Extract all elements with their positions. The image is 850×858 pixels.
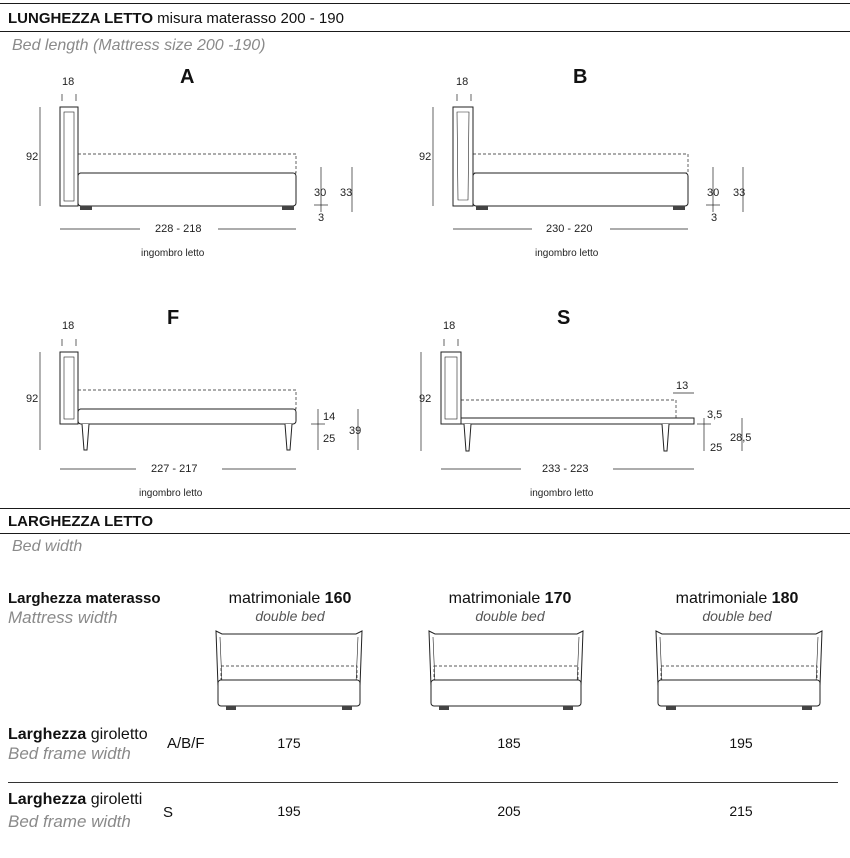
length-section-title: LUNGHEZZA LETTO misura materasso 200 - 190 [8, 10, 344, 27]
model-a-dim-3: 33 [340, 187, 353, 199]
column-header-180: matrimoniale 180 double bed [675, 590, 799, 624]
mattress-width-label-en: Mattress width [8, 608, 118, 627]
model-b-dim-3: 33 [733, 187, 746, 199]
model-s-dim-2: 25 [710, 442, 723, 454]
model-s-dim-3: 28,5 [730, 432, 752, 444]
model-s-letter: S [557, 307, 571, 329]
frame-width-label-abf-en: Bed frame width [8, 744, 131, 763]
model-f-letter: F [167, 307, 180, 329]
front-view-170 [429, 631, 583, 710]
model-b-height: 92 [419, 151, 432, 163]
model-f-dim-2: 25 [323, 433, 336, 445]
model-f-dim-1: 14 [323, 411, 336, 423]
front-view-180 [656, 631, 822, 710]
frame-width-abf-160: 175 [277, 735, 301, 751]
model-s-dim-1: 3,5 [707, 409, 723, 421]
bed-s-drawing [421, 339, 742, 469]
model-a-dim-2: 3 [318, 212, 325, 224]
model-s-headboard-thickness: 18 [443, 320, 456, 332]
frame-width-label-abf: Larghezza giroletto [8, 726, 148, 743]
model-f-height: 92 [26, 393, 39, 405]
model-a-length: 228 - 218 [155, 223, 202, 235]
model-b-letter: B [573, 66, 588, 88]
model-f-headboard-thickness: 18 [62, 320, 75, 332]
model-a-height: 92 [26, 151, 39, 163]
frame-width-abf-170: 185 [497, 735, 521, 751]
model-b-length: 230 - 220 [546, 223, 593, 235]
model-a-headboard-thickness: 18 [62, 76, 75, 88]
model-s-caption: ingombro letto [530, 488, 594, 499]
model-code-abf: A/B/F [167, 735, 205, 752]
width-section-title: LARGHEZZA LETTO [8, 513, 153, 530]
model-s-dim-top: 13 [676, 380, 689, 392]
length-section-subtitle: Bed length (Mattress size 200 -190) [12, 37, 266, 54]
column-header-170: matrimoniale 170 double bed [448, 590, 572, 624]
frame-width-label-s-en: Bed frame width [8, 812, 131, 831]
model-b-headboard-thickness: 18 [456, 76, 469, 88]
frame-width-abf-180: 195 [729, 735, 753, 751]
width-section-subtitle: Bed width [12, 538, 83, 555]
width-top-rule [0, 508, 850, 509]
model-f-caption: ingombro letto [139, 488, 203, 499]
model-f-dim-3: 39 [349, 425, 362, 437]
frame-width-s-170: 205 [497, 803, 521, 819]
model-a-caption: ingombro letto [141, 248, 205, 259]
model-s-length: 233 - 223 [542, 463, 589, 475]
model-a-dim-1: 30 [314, 187, 327, 199]
model-s-height: 92 [419, 393, 432, 405]
frame-width-s-160: 195 [277, 803, 301, 819]
model-b-dim-2: 3 [711, 212, 718, 224]
model-b-dim-1: 30 [707, 187, 720, 199]
model-a-letter: A [180, 66, 195, 88]
frame-width-s-180: 215 [729, 803, 753, 819]
mattress-width-label: Larghezza materasso [8, 590, 161, 607]
column-header-160: matrimoniale 160 double bed [228, 590, 352, 624]
front-view-160 [216, 631, 362, 710]
bed-a-drawing [40, 94, 352, 229]
bed-f-drawing [40, 339, 358, 469]
width-title-rule [0, 533, 850, 534]
model-code-s: S [163, 804, 174, 821]
frame-width-label-s: Larghezza giroletti [8, 791, 143, 808]
model-f-length: 227 - 217 [151, 463, 198, 475]
model-b-caption: ingombro letto [535, 248, 599, 259]
row-separator [8, 782, 838, 783]
bed-b-drawing [433, 94, 746, 229]
